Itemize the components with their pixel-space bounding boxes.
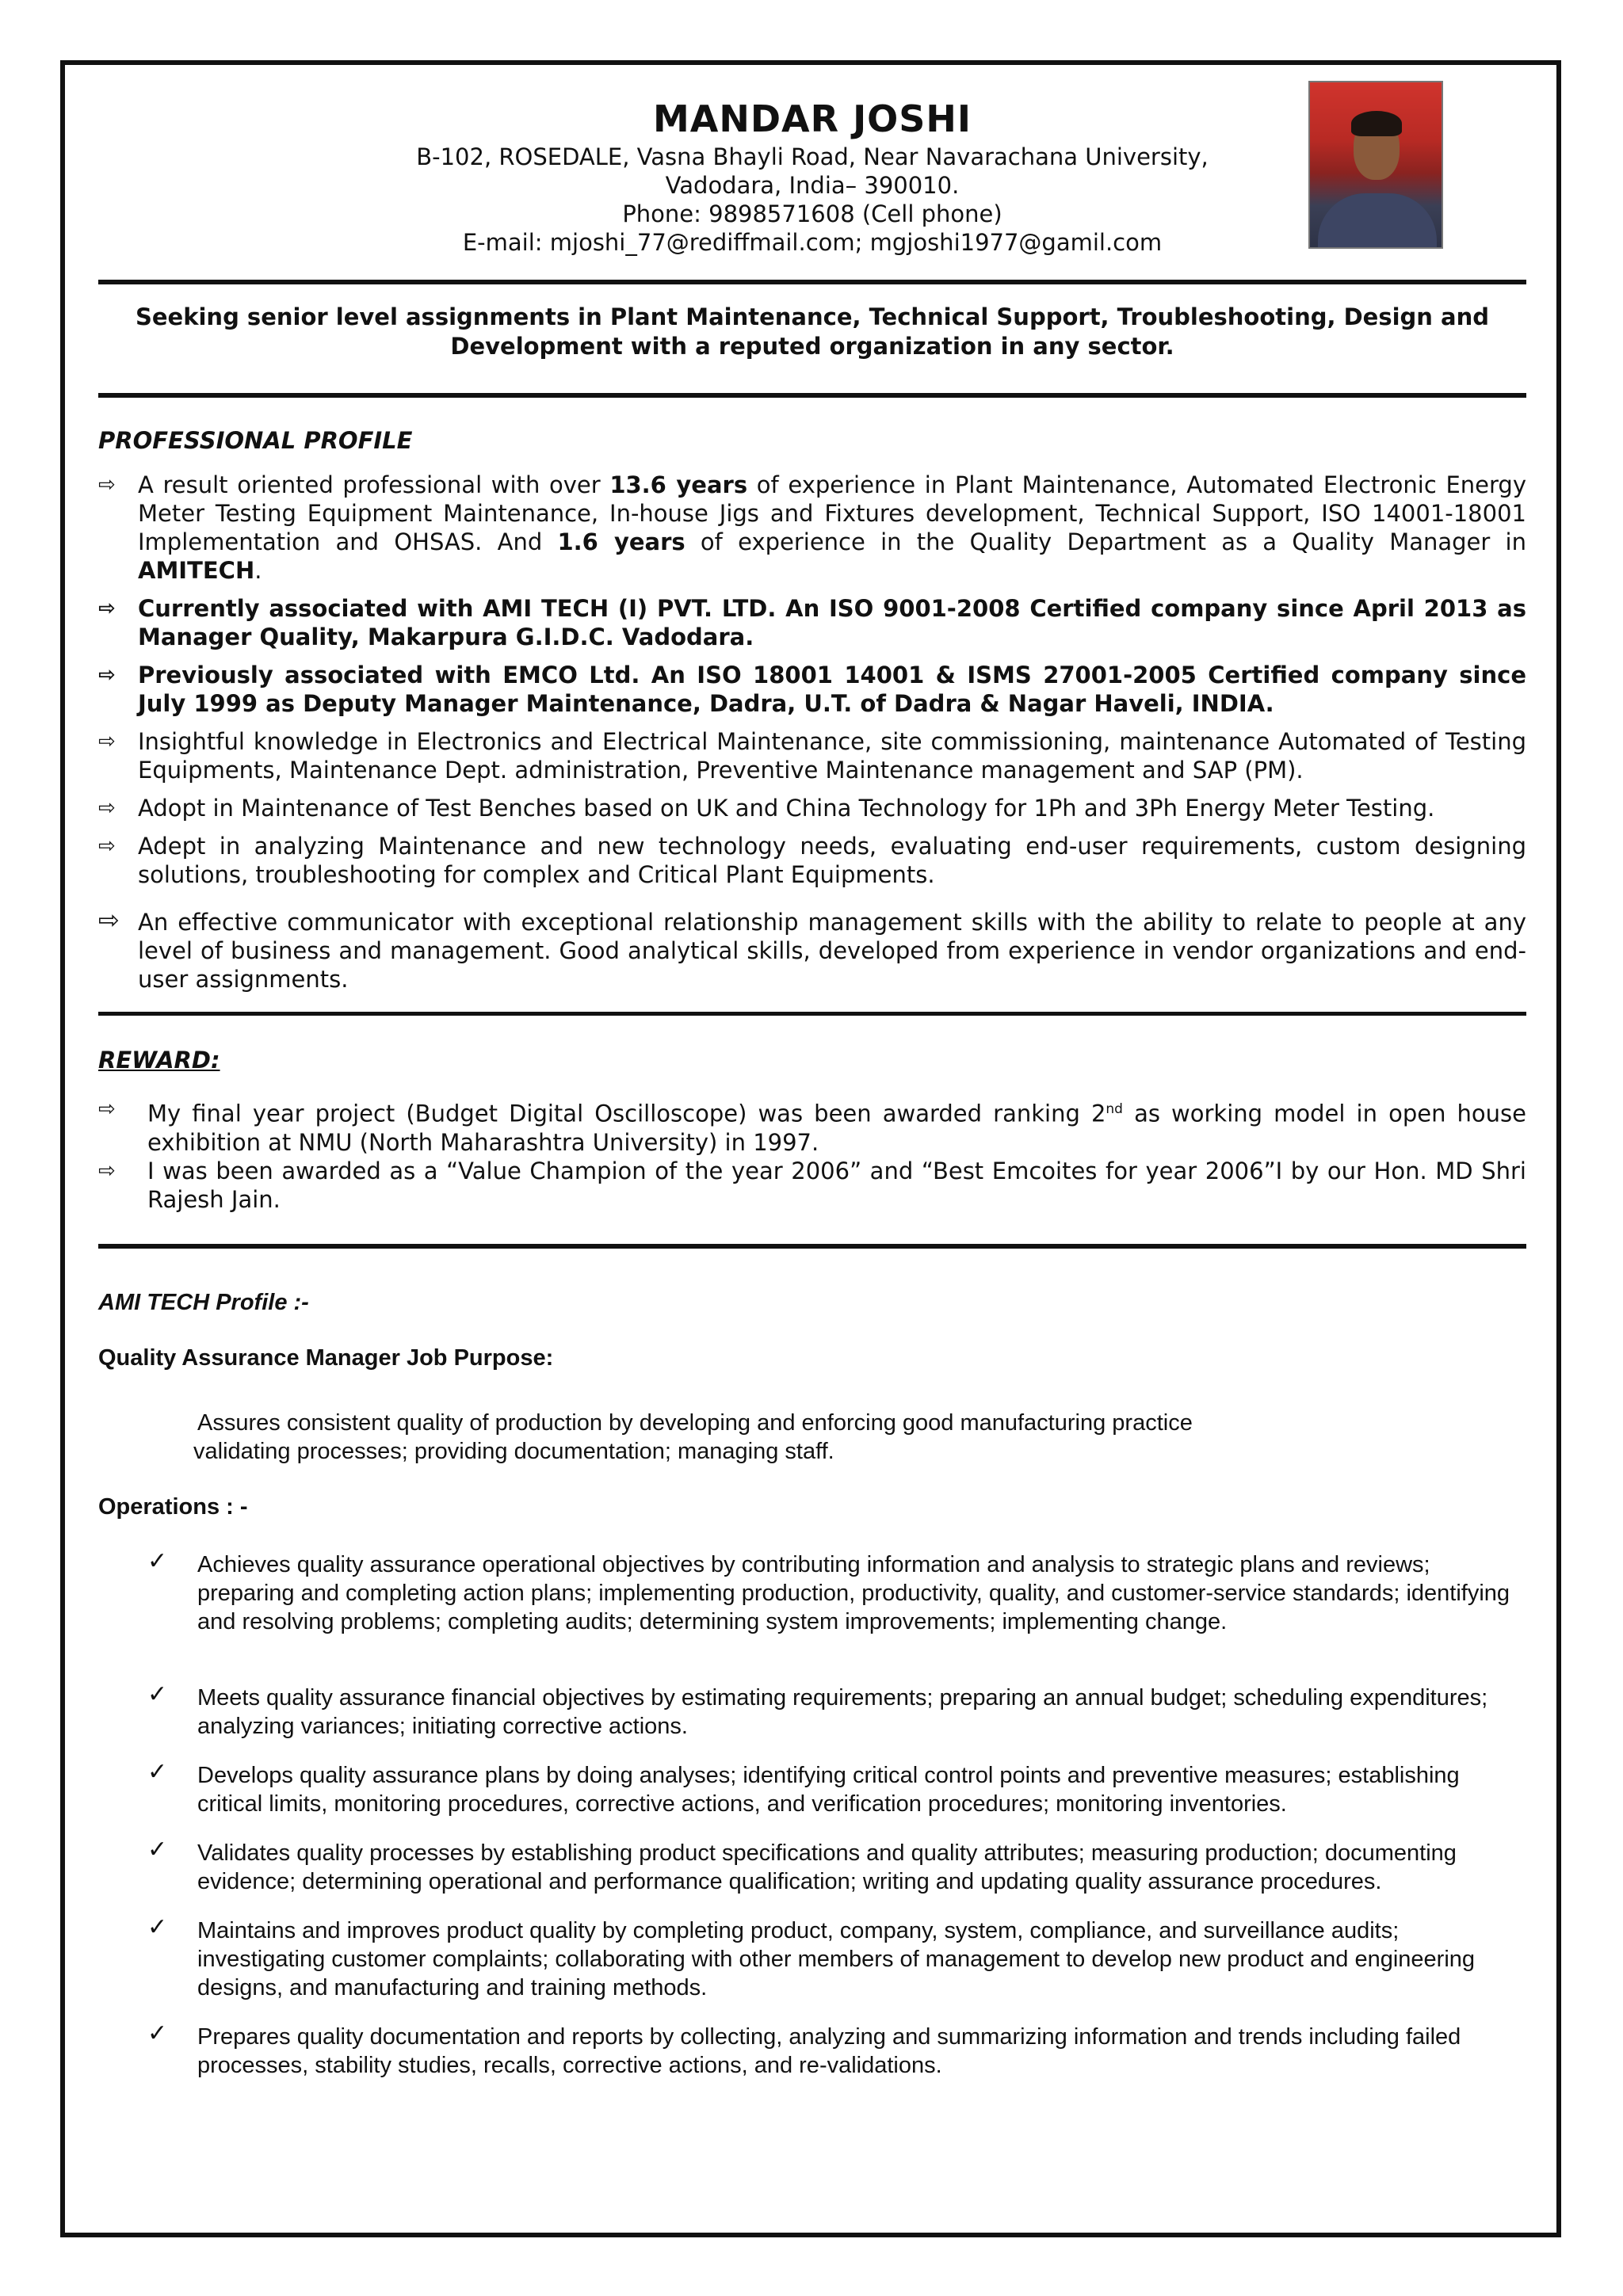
reward-list	[98, 1095, 1526, 1214]
list-item: ⇨ I was been awarded as a “Value Champion of the year 2006” and “Best Emcoites for year 2006”I by our Hon. MD Shri Rajesh Jain.	[98, 1157, 1526, 1213]
list-item: ⇨ An effective communicator with exceptional relationship management skills with the ability to relate to people at any level of business and management. Good analytical skills, developed from experience in vendor organizations and end-user assignments.	[98, 905, 1526, 993]
address-line-2: Vadodara, India– 390010.	[665, 172, 960, 199]
job-purpose-title: Quality Assurance Manager Job Purpose:	[98, 1345, 554, 1371]
arrow-right-outline-icon: ⇨	[98, 730, 116, 753]
arrow-right-outline-icon: ⇨	[98, 597, 116, 620]
list-item: ✓ Prepares quality documentation and reports by collecting, analyzing and summarizing information and trends including failed processes, stability studies, recalls, corrective actions, and re-validations.	[147, 2020, 1461, 2078]
checkmark-icon: ✓	[147, 1914, 168, 1940]
operations-title: Operations : -	[98, 1494, 248, 1520]
section-title: PROFESSIONAL PROFILE	[98, 427, 413, 454]
section-title: REWARD:	[98, 1047, 220, 1074]
list-item: ⇨ A result oriented professional with over 13.6 years of experience in Plant Maintenance, Automated Electronic Energy Meter Testing Equipment Maintenance, In-house Jigs and Fixtures development, Technical Support, ISO 14001-18001 Implementation and OHSAS. And 1.6 years of experience in the Quality Department as a Quality Manager in AMITECH.	[98, 471, 1526, 584]
arrow-right-outline-icon: ⇨	[98, 1158, 116, 1183]
candidate-name: MANDAR JOSHI	[652, 97, 972, 140]
list-item: ⇨ Insightful knowledge in Electronics and Electrical Maintenance, site commissioning, maintenance Automated of Testing Equipments, Maintenance Dept. administration, Preventive Maintenance management and SAP (PM).	[98, 728, 1526, 784]
list-item: ✓ Achieves quality assurance operational objectives by contributing information and analysis to strategic plans and reviews; preparing and completing action plans; implementing production, productivity, quality, and customer-service standards; identifying and resolving problems; completing audits; determining system improvements; implementing change.	[147, 1548, 1510, 1634]
phone: Phone: 9898571608 (Cell phone)	[622, 200, 1002, 227]
list-item: ✓ Maintains and improves product quality by completing product, company, system, compliance, and surveillance audits; investigating customer complaints; collaborating with other members of management to develop new product and engineering designs, and manufacturing and training methods.	[147, 1914, 1476, 2000]
checkmark-icon: ✓	[147, 1548, 168, 1574]
email: E-mail: mjoshi_77@rediffmail.com; mgjoshi1977@gamil.com	[462, 229, 1163, 256]
job-purpose-line-1: Assures consistent quality of production by developing and enforcing good manufacturing practice	[197, 1410, 1193, 1436]
arrow-right-outline-icon: ⇨	[98, 473, 116, 497]
arrow-right-outline-icon: ⇨	[98, 796, 116, 820]
list-item: ⇨ Previously associated with EMCO Ltd. An ISO 18001 14001 & ISMS 27001-2005 Certified company since July 1999 as Deputy Manager Maintenance, Dadra, U.T. of Dadra & Nagar Haveli, INDIA.	[98, 662, 1526, 717]
objective-line-1: Seeking senior level assignments in Plant Maintenance, Technical Support, Troubleshooting, Design and	[135, 303, 1489, 330]
profile-list	[98, 471, 1526, 994]
arrow-right-outline-icon: ⇨	[98, 1097, 116, 1121]
checkmark-icon: ✓	[147, 1681, 168, 1707]
objective-line-2: Development with a reputed organization in any sector.	[450, 333, 1174, 360]
arrow-right-outline-icon: ⇨	[98, 834, 116, 858]
amitech-section	[98, 1288, 1526, 2080]
list-item: ✓ Meets quality assurance financial objectives by estimating requirements; preparing an annual budget; scheduling expenditures; analyzing variances; initiating corrective actions.	[147, 1681, 1488, 1739]
divider	[98, 1012, 1526, 1016]
list-item: ⇨ Adopt in Maintenance of Test Benches based on UK and China Technology for 1Ph and 3Ph Energy Meter Testing.	[98, 795, 1435, 822]
list-item: ⇨ Adept in analyzing Maintenance and new technology needs, evaluating end-user requirements, custom designing solutions, troubleshooting for complex and Critical Plant Equipments.	[98, 833, 1526, 888]
profile-photo	[1308, 81, 1443, 249]
divider	[98, 393, 1526, 398]
list-item: ⇨ My final year project (Budget Digital Oscilloscope) was been awarded ranking 2nd as working model in open house exhibition at NMU (North Maharashtra University) in 1997.	[98, 1095, 1526, 1157]
checkmark-icon: ✓	[147, 1759, 168, 1785]
section-title: AMI TECH Profile :-	[98, 1290, 309, 1315]
objective	[98, 303, 1526, 361]
arrow-right-outline-icon: ⇨	[98, 905, 120, 935]
divider	[98, 280, 1526, 284]
divider	[98, 1244, 1526, 1249]
job-purpose-line-2: validating processes; providing documentation; managing staff.	[193, 1439, 834, 1464]
list-item: ✓ Validates quality processes by establishing product specifications and quality attributes; measuring production; documenting evidence; determining operational and performance qualification; writing and updating quality assurance procedures.	[147, 1836, 1457, 1894]
address-line-1: B-102, ROSEDALE, Vasna Bhayli Road, Near Navarachana University,	[416, 143, 1209, 170]
checkmark-icon: ✓	[147, 1836, 168, 1863]
list-item: ⇨ Currently associated with AMI TECH (I) PVT. LTD. An ISO 9001-2008 Certified company since April 2013 as Manager Quality, Makarpura G.I.D.C. Vadodara.	[98, 595, 1526, 650]
list-item: ✓ Develops quality assurance plans by doing analyses; identifying critical control points and preventive measures; establishing critical limits, monitoring procedures, corrective actions, and verification procedures; monitoring inventories.	[147, 1759, 1460, 1817]
checkmark-icon: ✓	[147, 2020, 168, 2046]
professional-profile-section	[98, 426, 1526, 994]
photo-hair	[1351, 111, 1402, 136]
reward-section	[98, 1046, 1526, 1214]
operations-list	[98, 1550, 1526, 2080]
arrow-right-outline-icon: ⇨	[98, 663, 116, 687]
photo-shirt	[1318, 193, 1437, 249]
